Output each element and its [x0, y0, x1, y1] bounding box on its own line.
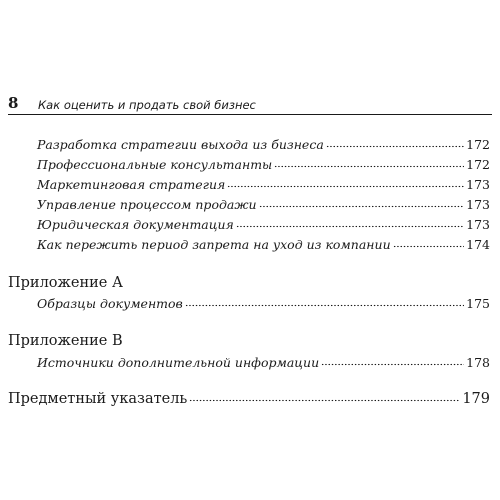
toc-entry: [37, 217, 490, 233]
toc-entry: [37, 237, 490, 253]
toc-entry-label: Как пережить период запрета на уход из компании: [37, 237, 391, 252]
toc-entry-page: 173: [466, 197, 490, 212]
index-page: 179: [462, 391, 490, 407]
appendix-b-heading: Приложение В: [8, 333, 123, 349]
page-header: [8, 92, 492, 115]
dot-leader: [321, 356, 464, 366]
index-entry: [8, 390, 490, 408]
appendix-a-heading: Приложение А: [8, 275, 123, 291]
toc-entry-label: Профессиональные консультанты: [37, 157, 273, 172]
toc-entry: [37, 296, 490, 312]
toc-entry-label: Управление процессом продажи: [37, 197, 257, 212]
toc-entry-page: 178: [466, 355, 490, 370]
toc-entry-label: Юридическая документация: [37, 217, 234, 232]
dot-leader: [189, 392, 460, 402]
toc-entry-page: 172: [466, 137, 490, 152]
dot-leader: [393, 238, 465, 248]
dot-leader: [274, 158, 464, 168]
dot-leader: [227, 178, 464, 188]
toc-entry-page: 173: [466, 177, 490, 192]
toc-entry-page: 173: [466, 217, 490, 232]
toc-entry-page: 175: [466, 296, 490, 311]
dot-leader: [259, 198, 465, 208]
toc-entry: [37, 157, 490, 173]
toc-entry-page: 172: [466, 157, 490, 172]
toc-entry-label: Образцы документов: [37, 296, 183, 311]
toc-entry-label: Маркетинговая стратегия: [37, 177, 226, 192]
toc-entry-label: Разработка стратегии выхода из бизнеса: [37, 137, 324, 152]
dot-leader: [185, 297, 464, 307]
page-number: 8: [8, 94, 19, 112]
toc-entry: [37, 197, 490, 213]
running-title: Как оценить и продать свой бизнес: [38, 98, 256, 112]
index-label: Предметный указатель: [8, 391, 188, 407]
toc-entry: [37, 177, 490, 193]
dot-leader: [326, 138, 464, 148]
toc-entry: [37, 355, 490, 371]
toc-entry: [37, 137, 490, 153]
toc-entry-label: Источники дополнительной информации: [37, 355, 320, 370]
toc-entry-page: 174: [466, 237, 490, 252]
dot-leader: [236, 218, 464, 228]
